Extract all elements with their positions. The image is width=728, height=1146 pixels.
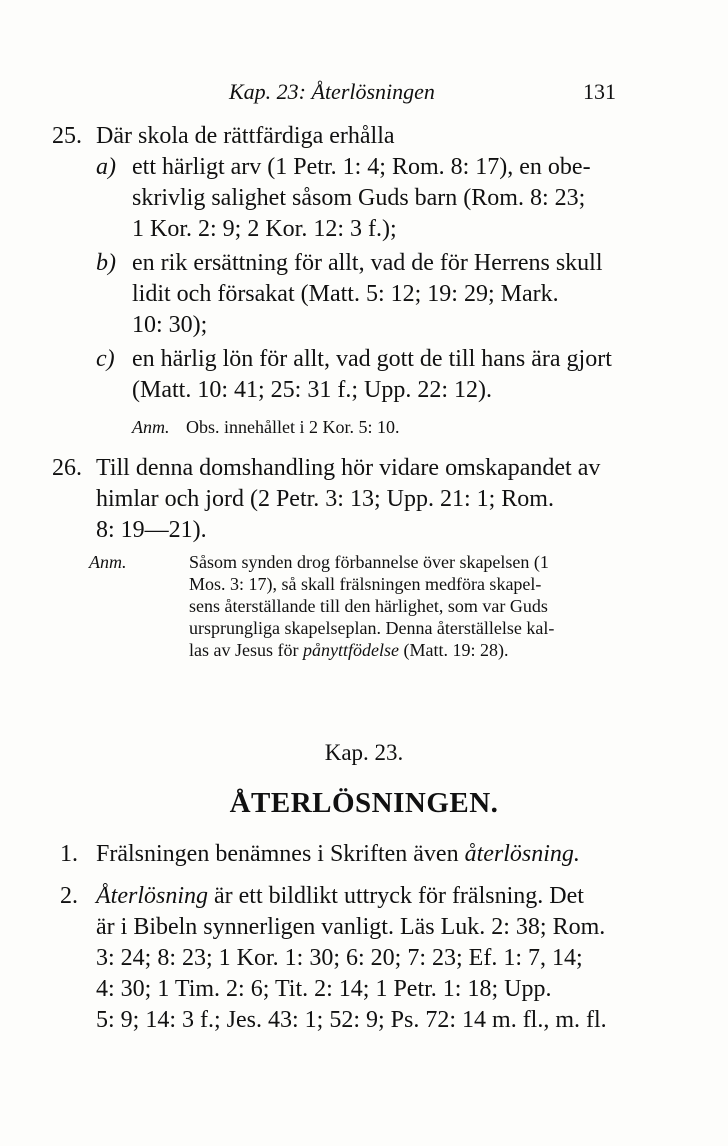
text-line: himlar och jord (2 Petr. 3: 13; Upp. 21: 1; Rom.	[96, 486, 554, 512]
text-line: är i Bibeln synnerligen vanligt. Läs Luk. 2: 38; Rom.	[96, 914, 606, 940]
text-segment: las av Jesus för	[189, 640, 303, 660]
note-text: Obs. innehållet i 2 Kor. 5: 10.	[186, 417, 400, 437]
text-line: en härlig lön för allt, vad gott de till hans ära gjort	[132, 346, 612, 372]
subitem-label: b)	[96, 250, 116, 276]
paragraph-number: 2.	[60, 883, 78, 909]
text-line: en rik ersättning för allt, vad de för Herrens skull	[132, 250, 603, 276]
text-line: 8: 19—21).	[96, 517, 207, 543]
subitem-a	[96, 152, 624, 245]
note-text	[189, 551, 619, 661]
text-line: lidit och försakat (Matt. 5: 12; 19: 29; Mark.	[132, 281, 559, 307]
paragraph-number: 26.	[52, 455, 82, 481]
emphasized-term: Återlösning	[96, 883, 208, 909]
text-line: 1 Kor. 2: 9; 2 Kor. 12: 3 f.);	[132, 216, 397, 242]
text-line: Såsom synden drog förbannelse över skapelsen (1	[189, 552, 549, 572]
note-label: Anm.	[132, 417, 170, 437]
emphasized-term: pånyttfödelse	[302, 640, 399, 660]
text-line: 3: 24; 8: 23; 1 Kor. 1: 30; 6: 20; 7: 23; Ef. 1: 7, 14;	[96, 945, 583, 971]
paragraph-number: 25.	[52, 123, 82, 149]
text-line: sens återställande till den härlighet, som var Guds	[189, 596, 548, 616]
text-segment: (Matt. 19: 28).	[398, 640, 509, 660]
subitem-c	[96, 344, 624, 406]
paragraph-number: 1.	[60, 841, 78, 867]
page-number: 131	[583, 79, 616, 104]
text-line: (Matt. 10: 41; 25: 31 f.; Upp. 22: 12).	[132, 377, 492, 403]
text-line: Mos. 3: 17), så skall frälsningen medföra skapel-	[189, 574, 542, 594]
chapter-label: Kap. 23.	[324, 740, 404, 765]
subitem-label: c)	[96, 346, 115, 372]
text-line	[189, 639, 619, 661]
text-line: 5: 9; 14: 3 f.; Jes. 43: 1; 52: 9; Ps. 72: 14 m. fl., m. fl.	[96, 1007, 607, 1033]
text-line: ett härligt arv (1 Petr. 1: 4; Rom. 8: 17), en obe-	[132, 154, 591, 180]
text-line	[96, 881, 624, 912]
text-line: 4: 30; 1 Tim. 2: 6; Tit. 2: 14; 1 Petr. 1: 18; Upp.	[96, 976, 552, 1002]
subitem-b	[96, 248, 624, 341]
subitem-label: a)	[96, 154, 116, 180]
text-segment: är ett bildlikt uttryck för frälsning. Det	[208, 883, 584, 909]
note-25	[96, 416, 624, 438]
text-line: Till denna domshandling hör vidare omskapandet av	[96, 455, 601, 481]
emphasized-term: återlösning.	[464, 841, 580, 867]
paragraph-intro: Där skola de rättfärdiga erhålla	[96, 123, 395, 149]
note-label: Anm.	[89, 552, 127, 572]
text-line: ursprungliga skapelseplan. Denna återställelse kal-	[189, 618, 555, 638]
running-header	[0, 79, 728, 109]
text-line: 10: 30);	[132, 312, 208, 338]
text-segment: Frälsningen benämnes i Skriften även	[96, 841, 465, 867]
text-line: skrivlig salighet såsom Guds barn (Rom. 8: 23;	[132, 185, 586, 211]
chapter-title: ÅTERLÖSNINGEN.	[229, 787, 499, 819]
running-title: Kap. 23: Återlösningen	[229, 79, 435, 104]
